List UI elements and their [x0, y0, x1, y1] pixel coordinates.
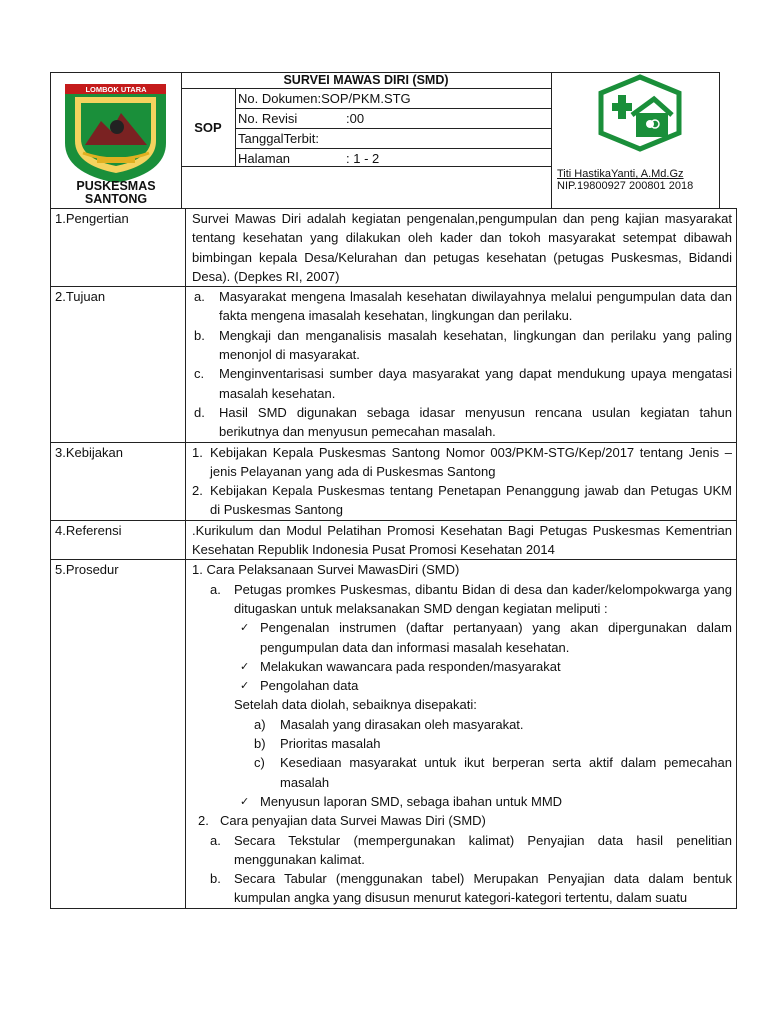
- puskesmas-name: PUSKESMAS SANTONG: [76, 179, 156, 206]
- text-pengertian: Survei Mawas Diri adalah kegiatan pengenalan,pengumpulan dan peng kajian masyarakat tentang kesehatan yang dilakukan oleh kader dan tokoh masyarakat setempat dibawah bimbingan kepala Desa/Kelurahan dan petugas kesehatan (petugas Puskesmas, Bidandi Desa). (Depkes RI, 2007): [186, 209, 737, 287]
- row-prosedur: [51, 560, 737, 908]
- logo-text: LOMBOK UTARA: [85, 85, 147, 94]
- signer-block: [557, 168, 693, 192]
- lombok-utara-emblem: [51, 73, 181, 188]
- sop-document: [50, 72, 732, 909]
- checkmark-icon: ✓: [240, 794, 250, 808]
- list-item: b) Prioritas masalah: [254, 736, 381, 752]
- label-pengertian: 1.Pengertian: [51, 209, 186, 287]
- row-kebijakan: [51, 442, 737, 520]
- meta-tanggal-terbit: TanggalTerbit:: [236, 129, 551, 149]
- document-header: [50, 72, 720, 208]
- checkmark-icon: ✓: [240, 621, 250, 635]
- header-middle: [181, 73, 551, 208]
- document-title: SURVEI MAWAS DIRI (SMD): [181, 73, 551, 89]
- check-item: ✓ Pengenalan instrumen (daftar pertanyaan) yang akan dipergunakan dalam pengumpulan data dan informasi masalah kesehatan.: [192, 618, 732, 657]
- document-meta: [236, 89, 551, 168]
- sop-content-table: [50, 208, 737, 909]
- checkmark-icon: ✓: [240, 679, 250, 693]
- prosedur-step-2: 2. Cara penyajian data Survei Mawas Diri (SMD): [198, 813, 486, 829]
- prosedur-step-1: 1. Cara Pelaksanaan Survei MawasDiri (SMD): [192, 562, 460, 578]
- setelah-text: Setelah data diolah, sebaiknya disepakati:: [234, 697, 477, 713]
- meta-revisi: No. Revisi :00: [236, 109, 551, 129]
- row-pengertian: [51, 209, 737, 287]
- label-tujuan: 2.Tujuan: [51, 287, 186, 442]
- list-tujuan: [186, 287, 737, 442]
- list-item: c. Menginventarisasi sumber daya masyarakat yang dapat mendukung upaya mengatasi masalah kesehatan.: [194, 366, 732, 401]
- check-item: ✓ Pengolahan data: [192, 676, 732, 695]
- puskesmas-logo: [552, 73, 722, 163]
- row-referensi: [51, 520, 737, 560]
- list-item: c) Kesediaan masyarakat untuk ikut berperan serta aktif dalam pemecahan masalah: [254, 755, 732, 790]
- logo-cell: [51, 73, 182, 208]
- list-item: a. Masyarakat mengena lmasalah kesehatan diwilayahnya melalui pengumpulan data dan fakta mengena imasalah kesehatan, lingkungan dan perilaku.: [194, 289, 732, 324]
- label-kebijakan: 3.Kebijakan: [51, 442, 186, 520]
- check-item: ✓ Menyusun laporan SMD, sebaga ibahan untuk MMD: [192, 792, 732, 811]
- list-item: b. Mengkaji dan menganalisis masalah kesehatan, lingkungan dan perilaku yang paling menonjol di masyarakat.: [194, 327, 732, 363]
- text-referensi: .Kurikulum dan Modul Pelatihan Promosi Kesehatan Bagi Petugas Puskesmas Kementrian Kesehatan Republik Indonesia Pusat Promosi Kesehatan 2014: [186, 520, 737, 560]
- list-item: 2. Kebijakan Kepala Puskesmas tentang Penetapan Penanggung jawab dan Petugas UKM di Puskesmas Santong: [192, 483, 732, 518]
- list-item: a) Masalah yang dirasakan oleh masyarakat.: [254, 716, 524, 732]
- check-item: ✓ Melakukan wawancara pada responden/masyarakat: [192, 657, 732, 676]
- label-referensi: 4.Referensi: [51, 520, 186, 560]
- list-kebijakan: [186, 442, 737, 520]
- list-item: a. Secara Tekstular (mempergunakan kalimat) Penyajian data hasil penelitian menggunakan kalimat.: [210, 832, 732, 867]
- meta-halaman: Halaman : 1 - 2: [238, 151, 380, 166]
- checkmark-icon: ✓: [240, 659, 250, 673]
- signer-nip: NIP.19800927 200801 2018: [557, 180, 694, 192]
- sop-label: SOP: [181, 89, 236, 166]
- meta-dokumen: No. Dokumen:SOP/PKM.STG: [236, 89, 551, 109]
- header-right: [551, 73, 722, 208]
- row-tujuan: [51, 287, 737, 442]
- list-item: d. Hasil SMD digunakan sebaga idasar menyusun rencana usulan kegiatan tahun berikutnya dan menyusun pemecahan masalah.: [194, 404, 732, 440]
- signer-name: Titi HastikaYanti, A.Md.Gz: [557, 168, 684, 180]
- list-item: 1. Kebijakan Kepala Puskesmas Santong Nomor 003/PKM-STG/Kep/2017 tentang Jenis – jenis Pelayanan yang ada di Puskesmas Santong: [192, 444, 732, 479]
- content-prosedur: [186, 560, 737, 908]
- list-item: a. Petugas promkes Puskesmas, dibantu Bidan di desa dan kader/kelompokwarga yang ditugaskan untuk melaksanakan SMD dengan kegiatan meliputi :: [210, 581, 732, 616]
- list-item: b. Secara Tabular (menggunakan tabel) Merupakan Penyajian data dalam bentuk kumpulan angka yang disusun menurut kategori-kategori tertentu, dalam suatu: [210, 871, 732, 906]
- label-prosedur: 5.Prosedur: [51, 560, 186, 908]
- header-blank-cell: [181, 166, 551, 209]
